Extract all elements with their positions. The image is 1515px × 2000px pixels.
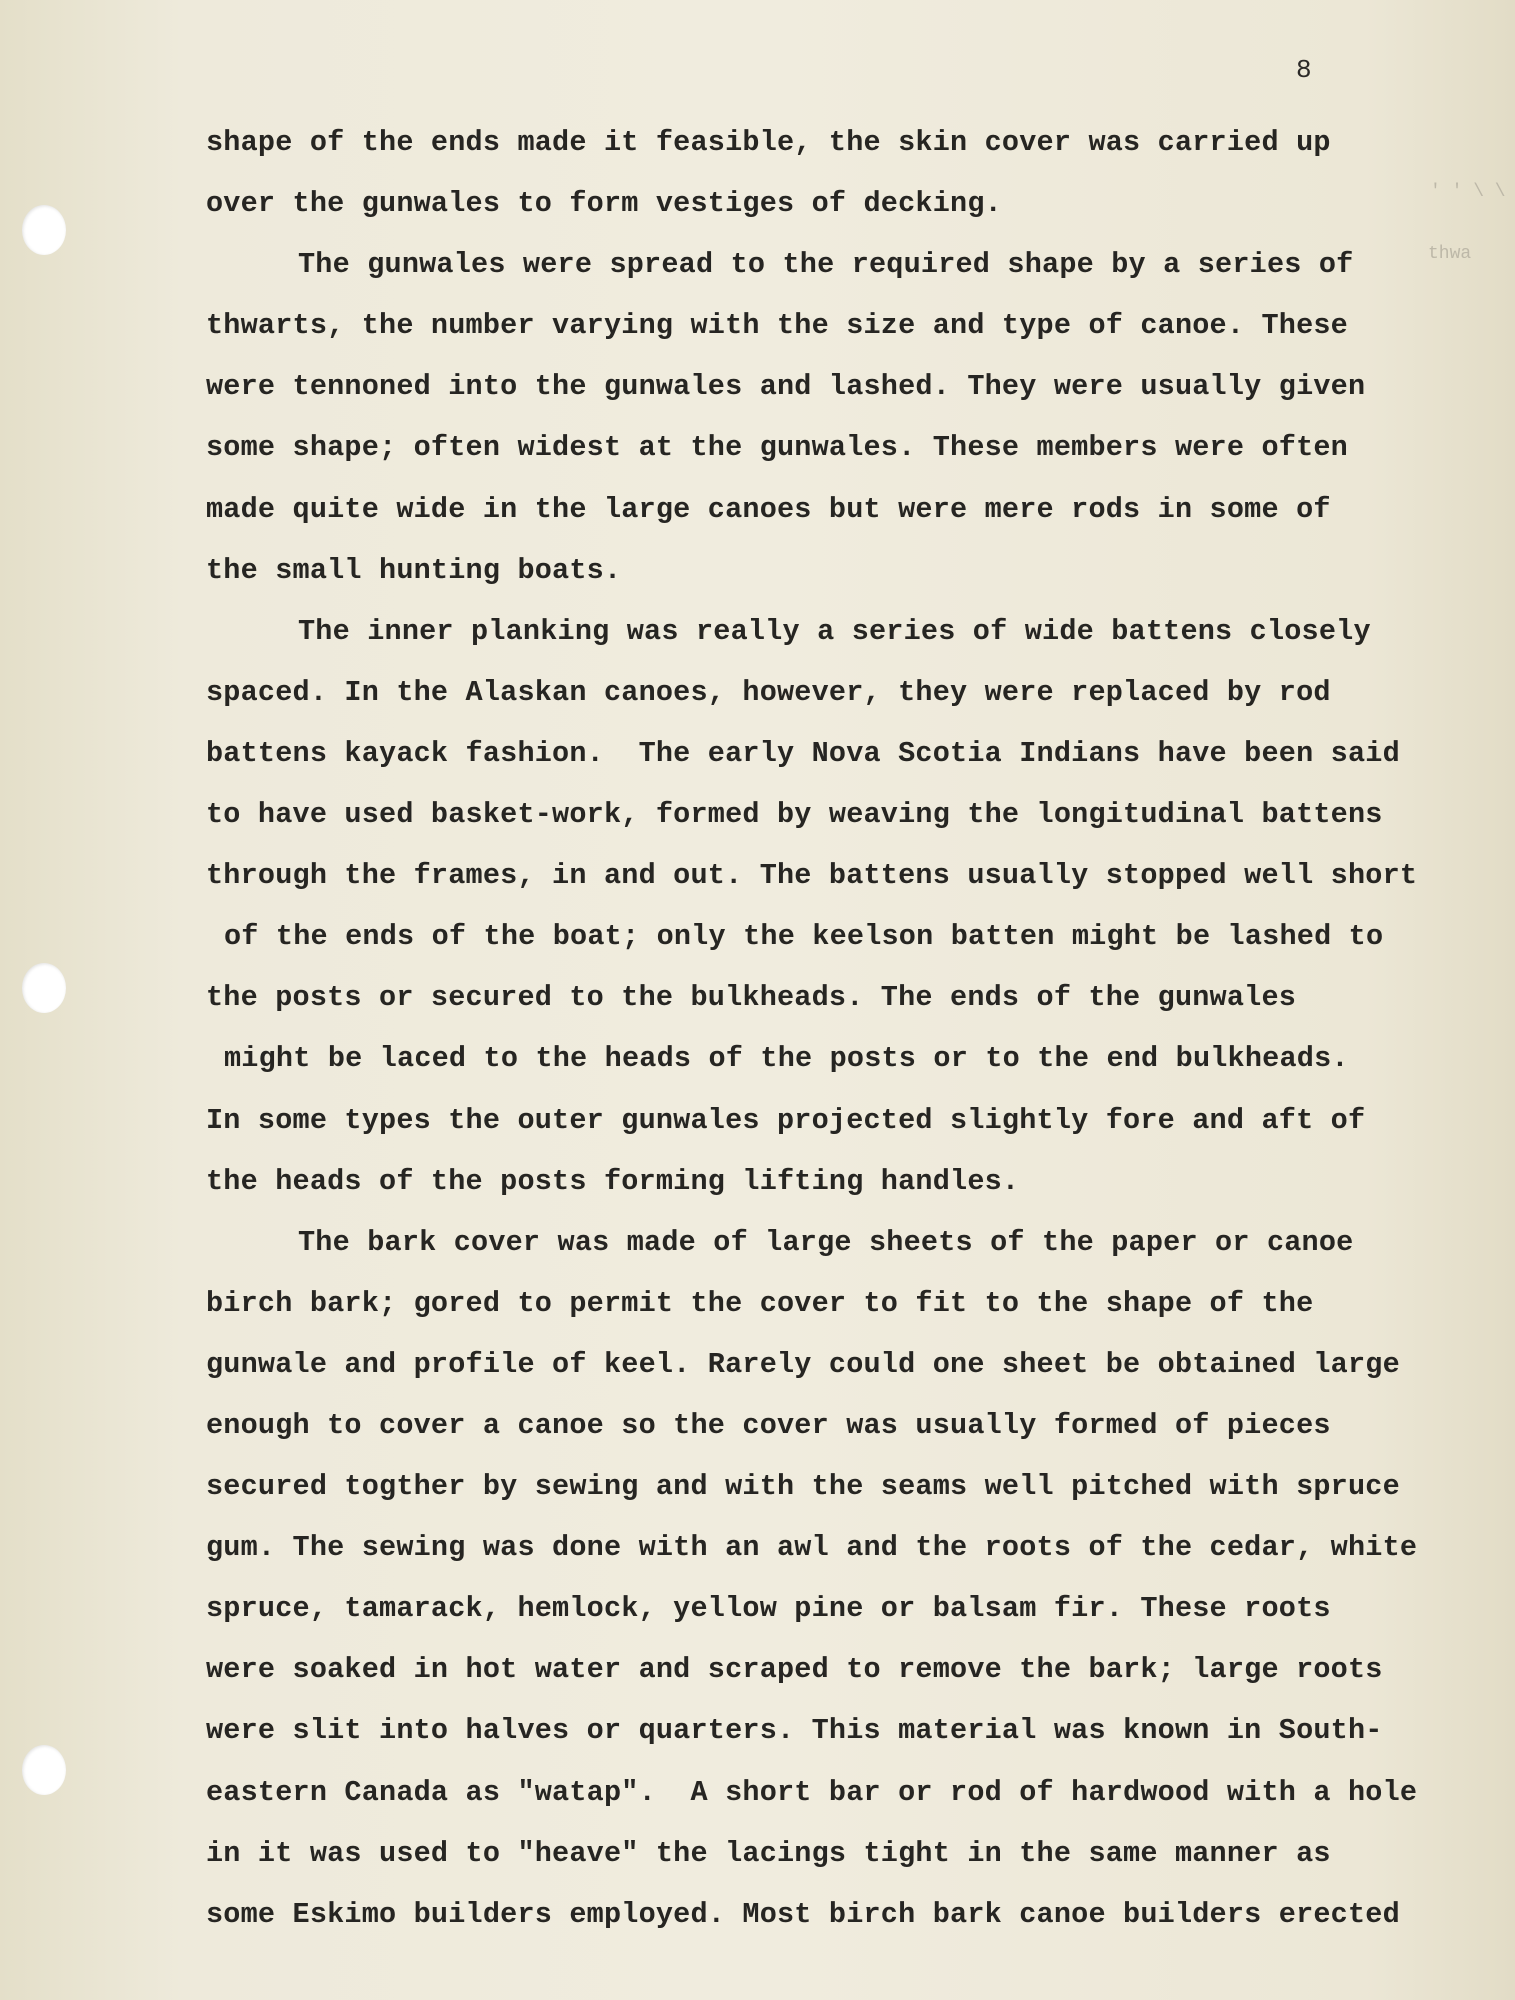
text-line: The gunwales were spread to the required shape by a series of xyxy=(298,248,1354,282)
punch-hole xyxy=(22,963,66,1013)
text-line: were soaked in hot water and scraped to remove the bark; large roots xyxy=(206,1653,1383,1687)
text-line: enough to cover a canoe so the cover was usually formed of pieces xyxy=(206,1408,1331,1442)
text-line: might be laced to the heads of the posts or to the end bulkheads. xyxy=(224,1042,1349,1076)
text-line: over the gunwales to form vestiges of decking. xyxy=(206,187,1002,221)
text-line: to have used basket-work, formed by weaving the longitudinal battens xyxy=(206,798,1383,832)
text-line: The inner planking was really a series of wide battens closely xyxy=(298,614,1371,648)
text-line: gum. The sewing was done with an awl and the roots of the cedar, white xyxy=(206,1531,1418,1565)
text-line: were tennoned into the gunwales and lashed. They were usually given xyxy=(206,370,1366,404)
text-line: The bark cover was made of large sheets of the paper or canoe xyxy=(298,1225,1354,1259)
text-line: made quite wide in the large canoes but were mere rods in some of xyxy=(206,492,1331,526)
text-line: spruce, tamarack, hemlock, yellow pine or balsam fir. These roots xyxy=(206,1592,1331,1626)
punch-hole xyxy=(22,205,66,255)
marginal-mark: thwa xyxy=(1428,244,1472,264)
text-line: the posts or secured to the bulkheads. The ends of the gunwales xyxy=(206,981,1297,1015)
body-text xyxy=(206,112,1486,1945)
text-line: through the frames, in and out. The battens usually stopped well short xyxy=(206,859,1418,893)
text-line: birch bark; gored to permit the cover to fit to the shape of the xyxy=(206,1286,1314,1320)
text-line: thwarts, the number varying with the size and type of canoe. These xyxy=(206,309,1348,343)
punch-hole xyxy=(22,1745,66,1795)
text-line: the small hunting boats. xyxy=(206,553,622,587)
text-line: spaced. In the Alaskan canoes, however, they were replaced by rod xyxy=(206,675,1331,709)
page-number: 8 xyxy=(1296,55,1312,85)
text-line: of the ends of the boat; only the keelson batten might be lashed to xyxy=(224,920,1384,954)
text-line: In some types the outer gunwales projected slightly fore and aft of xyxy=(206,1103,1366,1137)
text-line: some Eskimo builders employed. Most birch bark canoe builders erected xyxy=(206,1897,1400,1931)
text-line: gunwale and profile of keel. Rarely could one sheet be obtained large xyxy=(206,1347,1400,1381)
text-line: some shape; often widest at the gunwales. These members were often xyxy=(206,431,1348,465)
text-line: were slit into halves or quarters. This material was known in South- xyxy=(206,1714,1383,1748)
marginal-mark: ' ' \ \ xyxy=(1430,182,1506,202)
text-line: eastern Canada as "watap". A short bar or rod of hardwood with a hole xyxy=(206,1775,1418,1809)
text-line: secured togther by sewing and with the seams well pitched with spruce xyxy=(206,1470,1400,1504)
text-line: battens kayack fashion. The early Nova Scotia Indians have been said xyxy=(206,736,1400,770)
text-line: the heads of the posts forming lifting handles. xyxy=(206,1164,1020,1198)
text-line: shape of the ends made it feasible, the skin cover was carried up xyxy=(206,126,1331,159)
text-line: in it was used to "heave" the lacings tight in the same manner as xyxy=(206,1836,1331,1870)
